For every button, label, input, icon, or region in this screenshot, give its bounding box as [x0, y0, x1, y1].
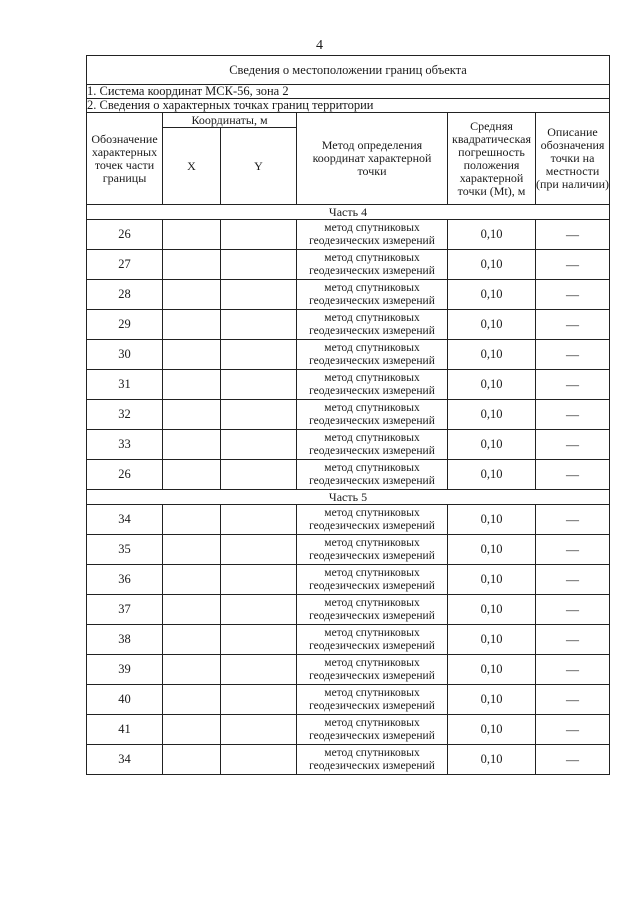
point-number-cell: 27: [87, 250, 163, 280]
description-cell: —: [536, 430, 610, 460]
table-row: [87, 505, 610, 535]
table-row: [87, 535, 610, 565]
table-row: [87, 310, 610, 340]
y-coordinate-cell: [221, 280, 297, 310]
point-number-cell: 38: [87, 625, 163, 655]
method-cell: метод спутниковых геодезических измерений: [297, 565, 448, 595]
header-description: Описание обозначения точки на местности (при наличии): [536, 113, 610, 205]
y-coordinate-cell: [221, 250, 297, 280]
point-number-cell: 40: [87, 685, 163, 715]
error-cell: 0,10: [448, 625, 536, 655]
point-number-cell: 28: [87, 280, 163, 310]
y-coordinate-cell: [221, 715, 297, 745]
description-cell: —: [536, 460, 610, 490]
x-coordinate-cell: [163, 400, 221, 430]
point-number-cell: 37: [87, 595, 163, 625]
y-coordinate-cell: [221, 370, 297, 400]
y-coordinate-cell: [221, 505, 297, 535]
x-coordinate-cell: [163, 310, 221, 340]
description-cell: —: [536, 625, 610, 655]
part-label: Часть 5: [87, 490, 610, 505]
method-cell: метод спутниковых геодезических измерений: [297, 715, 448, 745]
error-cell: 0,10: [448, 535, 536, 565]
description-cell: —: [536, 280, 610, 310]
method-cell: метод спутниковых геодезических измерений: [297, 625, 448, 655]
table-row: [87, 460, 610, 490]
error-cell: 0,10: [448, 655, 536, 685]
y-coordinate-cell: [221, 685, 297, 715]
error-cell: 0,10: [448, 430, 536, 460]
y-coordinate-cell: [221, 745, 297, 775]
point-number-cell: 31: [87, 370, 163, 400]
method-cell: метод спутниковых геодезических измерений: [297, 220, 448, 250]
method-cell: метод спутниковых геодезических измерений: [297, 505, 448, 535]
method-cell: метод спутниковых геодезических измерений: [297, 595, 448, 625]
description-cell: —: [536, 310, 610, 340]
description-cell: —: [536, 565, 610, 595]
table-title: Сведения о местоположении границ объекта: [87, 56, 610, 85]
error-cell: 0,10: [448, 310, 536, 340]
method-cell: метод спутниковых геодезических измерений: [297, 370, 448, 400]
description-cell: —: [536, 595, 610, 625]
table-row: [87, 220, 610, 250]
error-cell: 0,10: [448, 460, 536, 490]
x-coordinate-cell: [163, 595, 221, 625]
description-cell: —: [536, 370, 610, 400]
table-row: [87, 250, 610, 280]
table-row: [87, 655, 610, 685]
point-number-cell: 29: [87, 310, 163, 340]
x-coordinate-cell: [163, 250, 221, 280]
point-number-cell: 32: [87, 400, 163, 430]
method-cell: метод спутниковых геодезических измерений: [297, 535, 448, 565]
y-coordinate-cell: [221, 340, 297, 370]
table-row: [87, 745, 610, 775]
x-coordinate-cell: [163, 655, 221, 685]
x-coordinate-cell: [163, 340, 221, 370]
point-number-cell: 36: [87, 565, 163, 595]
table-row: [87, 370, 610, 400]
description-cell: —: [536, 505, 610, 535]
error-cell: 0,10: [448, 745, 536, 775]
error-cell: 0,10: [448, 505, 536, 535]
error-cell: 0,10: [448, 220, 536, 250]
header-method: Метод определения координат характерной точки: [297, 113, 448, 205]
method-cell: метод спутниковых геодезических измерений: [297, 400, 448, 430]
x-coordinate-cell: [163, 715, 221, 745]
description-cell: —: [536, 220, 610, 250]
y-coordinate-cell: [221, 220, 297, 250]
point-number-cell: 34: [87, 505, 163, 535]
description-cell: —: [536, 340, 610, 370]
description-cell: —: [536, 685, 610, 715]
method-cell: метод спутниковых геодезических измерений: [297, 280, 448, 310]
description-cell: —: [536, 535, 610, 565]
x-coordinate-cell: [163, 565, 221, 595]
y-coordinate-cell: [221, 430, 297, 460]
point-number-cell: 33: [87, 430, 163, 460]
x-coordinate-cell: [163, 370, 221, 400]
error-cell: 0,10: [448, 685, 536, 715]
x-coordinate-cell: [163, 220, 221, 250]
y-coordinate-cell: [221, 625, 297, 655]
method-cell: метод спутниковых геодезических измерений: [297, 655, 448, 685]
x-coordinate-cell: [163, 535, 221, 565]
header-x: X: [163, 128, 221, 205]
y-coordinate-cell: [221, 460, 297, 490]
method-cell: метод спутниковых геодезических измерений: [297, 460, 448, 490]
point-number-cell: 39: [87, 655, 163, 685]
point-number-cell: 26: [87, 220, 163, 250]
page-number: 4: [316, 38, 323, 53]
table-row: [87, 430, 610, 460]
error-cell: 0,10: [448, 565, 536, 595]
table-row: [87, 340, 610, 370]
table-row: [87, 595, 610, 625]
description-cell: —: [536, 250, 610, 280]
header-error: Средняя квадратическая погрешность положения характерной точки (Mt), м: [448, 113, 536, 205]
x-coordinate-cell: [163, 280, 221, 310]
error-cell: 0,10: [448, 400, 536, 430]
x-coordinate-cell: [163, 505, 221, 535]
y-coordinate-cell: [221, 595, 297, 625]
y-coordinate-cell: [221, 400, 297, 430]
table-row: [87, 400, 610, 430]
description-cell: —: [536, 715, 610, 745]
error-cell: 0,10: [448, 250, 536, 280]
header-coordinates: Координаты, м: [163, 113, 297, 128]
y-coordinate-cell: [221, 310, 297, 340]
x-coordinate-cell: [163, 685, 221, 715]
y-coordinate-cell: [221, 565, 297, 595]
y-coordinate-cell: [221, 535, 297, 565]
table-row: [87, 715, 610, 745]
table-row: [87, 685, 610, 715]
point-number-cell: 34: [87, 745, 163, 775]
table-row: [87, 280, 610, 310]
method-cell: метод спутниковых геодезических измерений: [297, 685, 448, 715]
table-row: [87, 565, 610, 595]
error-cell: 0,10: [448, 715, 536, 745]
table-row: [87, 625, 610, 655]
y-coordinate-cell: [221, 655, 297, 685]
error-cell: 0,10: [448, 340, 536, 370]
header-y: Y: [221, 128, 297, 205]
description-cell: —: [536, 400, 610, 430]
part-label: Часть 4: [87, 205, 610, 220]
error-cell: 0,10: [448, 370, 536, 400]
method-cell: метод спутниковых геодезических измерений: [297, 310, 448, 340]
x-coordinate-cell: [163, 745, 221, 775]
method-cell: метод спутниковых геодезических измерений: [297, 430, 448, 460]
coordinate-system-line: 1. Система координат МСК-56, зона 2: [87, 85, 610, 99]
description-cell: —: [536, 745, 610, 775]
error-cell: 0,10: [448, 595, 536, 625]
description-cell: —: [536, 655, 610, 685]
method-cell: метод спутниковых геодезических измерений: [297, 745, 448, 775]
boundary-points-table: [86, 55, 610, 775]
point-number-cell: 26: [87, 460, 163, 490]
x-coordinate-cell: [163, 460, 221, 490]
method-cell: метод спутниковых геодезических измерений: [297, 250, 448, 280]
header-point-designation: Обозначение характерных точек части границы: [87, 113, 163, 205]
point-number-cell: 30: [87, 340, 163, 370]
method-cell: метод спутниковых геодезических измерений: [297, 340, 448, 370]
error-cell: 0,10: [448, 280, 536, 310]
point-number-cell: 41: [87, 715, 163, 745]
points-info-line: 2. Сведения о характерных точках границ территории: [87, 99, 610, 113]
x-coordinate-cell: [163, 430, 221, 460]
x-coordinate-cell: [163, 625, 221, 655]
point-number-cell: 35: [87, 535, 163, 565]
